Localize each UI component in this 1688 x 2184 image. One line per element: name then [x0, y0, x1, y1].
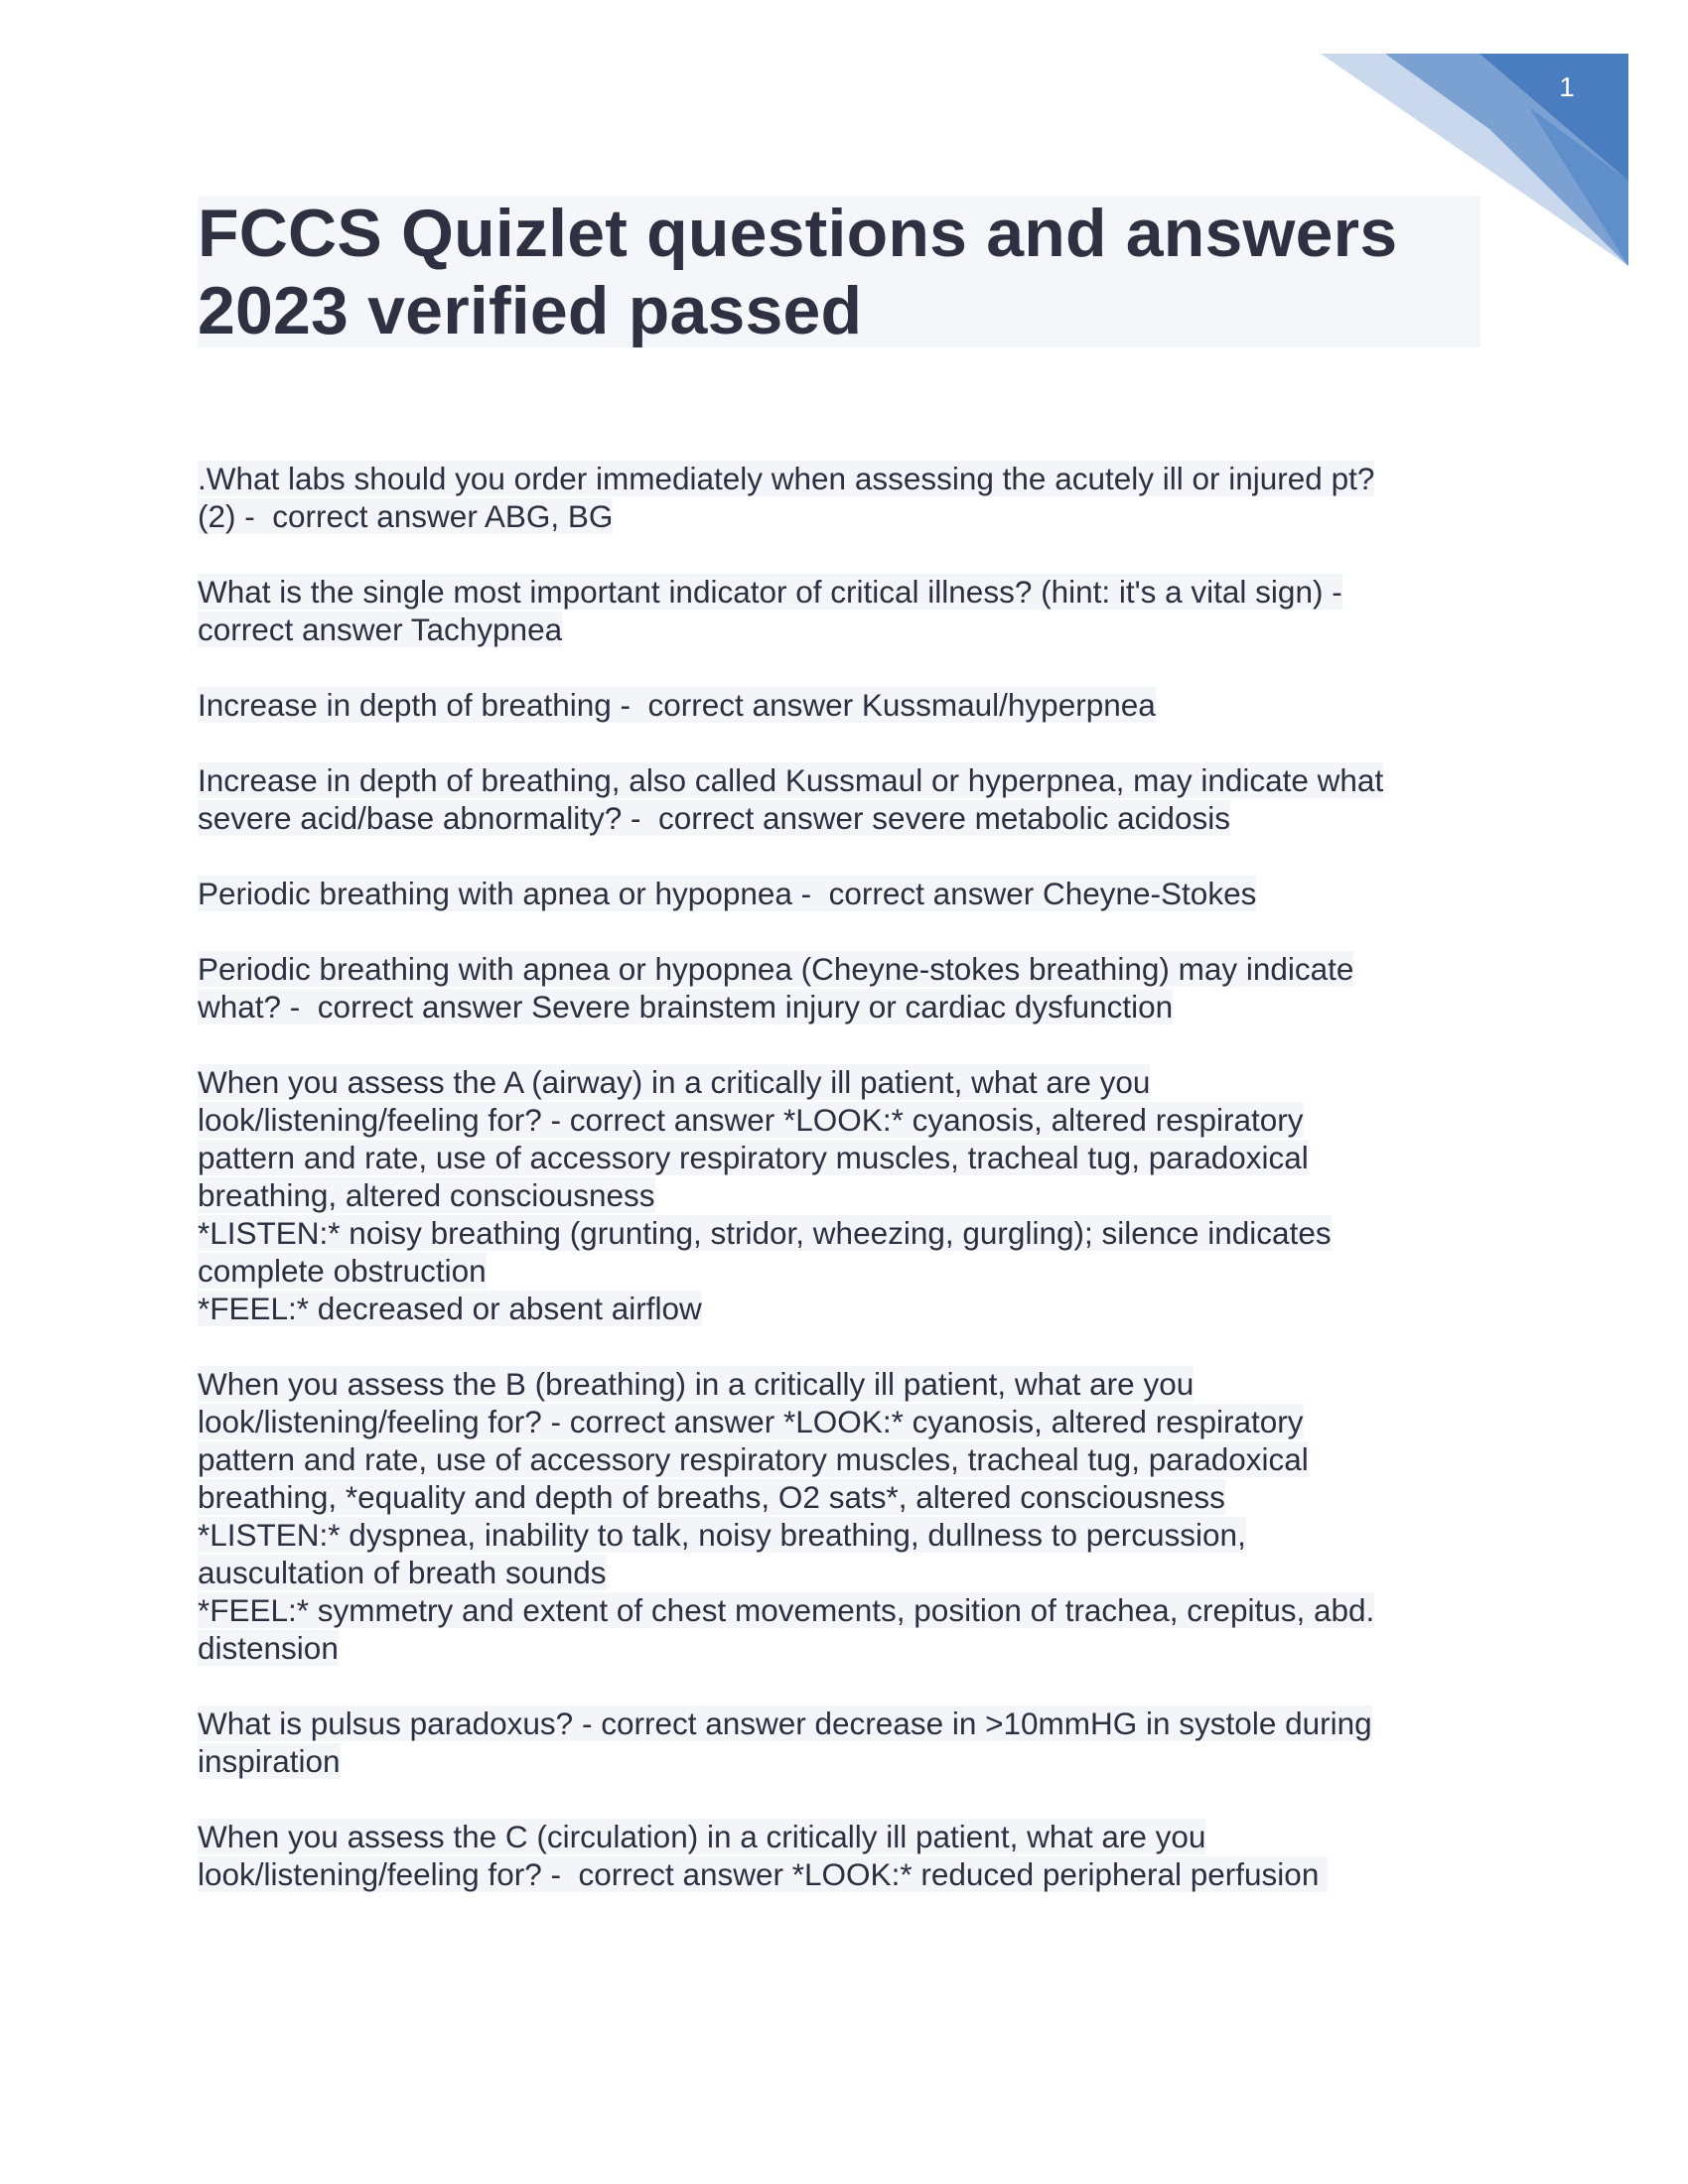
qa-line [198, 1063, 1488, 1101]
document-title [198, 195, 1480, 349]
qa-line [198, 611, 1488, 648]
qa-line-text: breathing, *equality and depth of breaths, O2 sats*, altered consciousness [198, 1479, 1225, 1515]
qa-line [198, 1478, 1488, 1516]
qa-line [198, 1591, 1488, 1629]
qa-item [198, 950, 1488, 1025]
qa-list [198, 460, 1488, 1931]
qa-item [198, 1063, 1488, 1327]
qa-line [198, 1554, 1488, 1591]
qa-line [198, 761, 1488, 799]
qa-line [198, 1176, 1488, 1214]
qa-line [198, 988, 1488, 1025]
qa-line [198, 1440, 1488, 1478]
qa-line [198, 1365, 1488, 1403]
qa-line-text: When you assess the A (airway) in a critically ill patient, what are you [198, 1064, 1151, 1100]
qa-line [198, 1742, 1488, 1780]
qa-line-text: breathing, altered consciousness [198, 1177, 655, 1213]
qa-line-text: complete obstruction [198, 1253, 487, 1289]
page-number: 1 [1559, 71, 1575, 102]
qa-item [198, 1365, 1488, 1667]
qa-item [198, 875, 1488, 912]
qa-line [198, 573, 1488, 611]
qa-line [198, 950, 1488, 988]
qa-line [198, 875, 1488, 912]
qa-line [198, 1139, 1488, 1176]
qa-line-text: When you assess the C (circulation) in a critically ill patient, what are you [198, 1819, 1206, 1854]
qa-line-text: distension [198, 1630, 339, 1666]
qa-line-text: pattern and rate, use of accessory respiratory muscles, tracheal tug, paradoxical [198, 1140, 1309, 1175]
qa-line-text: (2) - correct answer ABG, BG [198, 498, 614, 534]
qa-line-text: .What labs should you order immediately when assessing the acutely ill or injured pt? [198, 461, 1375, 496]
qa-line-text: *LISTEN:* dyspnea, inability to talk, noisy breathing, dullness to percussion, [198, 1517, 1246, 1553]
qa-line [198, 1403, 1488, 1440]
qa-item [198, 573, 1488, 648]
qa-line [198, 1252, 1488, 1290]
qa-line [198, 460, 1488, 497]
qa-line-text: *FEEL:* decreased or absent airflow [198, 1291, 702, 1326]
qa-line-text: When you assess the B (breathing) in a critically ill patient, what are you [198, 1366, 1195, 1402]
qa-line [198, 1705, 1488, 1742]
qa-line-text: Periodic breathing with apnea or hypopnea - correct answer Cheyne-Stokes [198, 876, 1257, 911]
qa-line [198, 497, 1488, 535]
qa-line-text: severe acid/base abnormality? - correct answer severe metabolic acidosis [198, 800, 1230, 836]
qa-line-text: look/listening/feeling for? - correct answer *LOOK:* cyanosis, altered respiratory [198, 1102, 1304, 1138]
qa-line-text: auscultation of breath sounds [198, 1555, 607, 1590]
qa-line [198, 1629, 1488, 1667]
qa-line [198, 686, 1488, 724]
qa-item [198, 761, 1488, 837]
qa-line-text: *FEEL:* symmetry and extent of chest movements, position of trachea, crepitus, abd. [198, 1592, 1375, 1628]
qa-line [198, 1855, 1488, 1893]
qa-item [198, 1705, 1488, 1780]
qa-line [198, 1101, 1488, 1139]
qa-line-text: pattern and rate, use of accessory respiratory muscles, tracheal tug, paradoxical [198, 1441, 1309, 1477]
qa-line [198, 1516, 1488, 1554]
qa-line [198, 1214, 1488, 1252]
qa-line [198, 799, 1488, 837]
qa-line-text: what? - correct answer Severe brainstem injury or cardiac dysfunction [198, 989, 1174, 1024]
qa-item [198, 1818, 1488, 1893]
qa-line-text: look/listening/feeling for? - correct answer *LOOK:* reduced peripheral perfusion [198, 1856, 1329, 1892]
qa-item [198, 686, 1488, 724]
qa-line-text: Increase in depth of breathing - correct answer Kussmaul/hyperpnea [198, 687, 1156, 723]
qa-line-text: look/listening/feeling for? - correct answer *LOOK:* cyanosis, altered respiratory [198, 1404, 1304, 1439]
qa-line-text: inspiration [198, 1743, 341, 1779]
qa-line-text: Increase in depth of breathing, also called Kussmaul or hyperpnea, may indicate what [198, 762, 1384, 798]
qa-line-text: *LISTEN:* noisy breathing (grunting, stridor, wheezing, gurgling); silence indicates [198, 1215, 1332, 1251]
qa-line-text: What is the single most important indicator of critical illness? (hint: it's a vital sign) - [198, 574, 1342, 610]
qa-line-text: correct answer Tachypnea [198, 612, 563, 647]
qa-line-text: What is pulsus paradoxus? - correct answer decrease in >10mmHG in systole during [198, 1706, 1372, 1741]
qa-line [198, 1818, 1488, 1855]
title-line: 2023 verified passed [198, 273, 863, 348]
qa-line-text: Periodic breathing with apnea or hypopnea (Cheyne-stokes breathing) may indicate [198, 951, 1354, 987]
qa-line [198, 1290, 1488, 1327]
qa-item [198, 460, 1488, 535]
title-line: FCCS Quizlet questions and answers [198, 196, 1398, 271]
